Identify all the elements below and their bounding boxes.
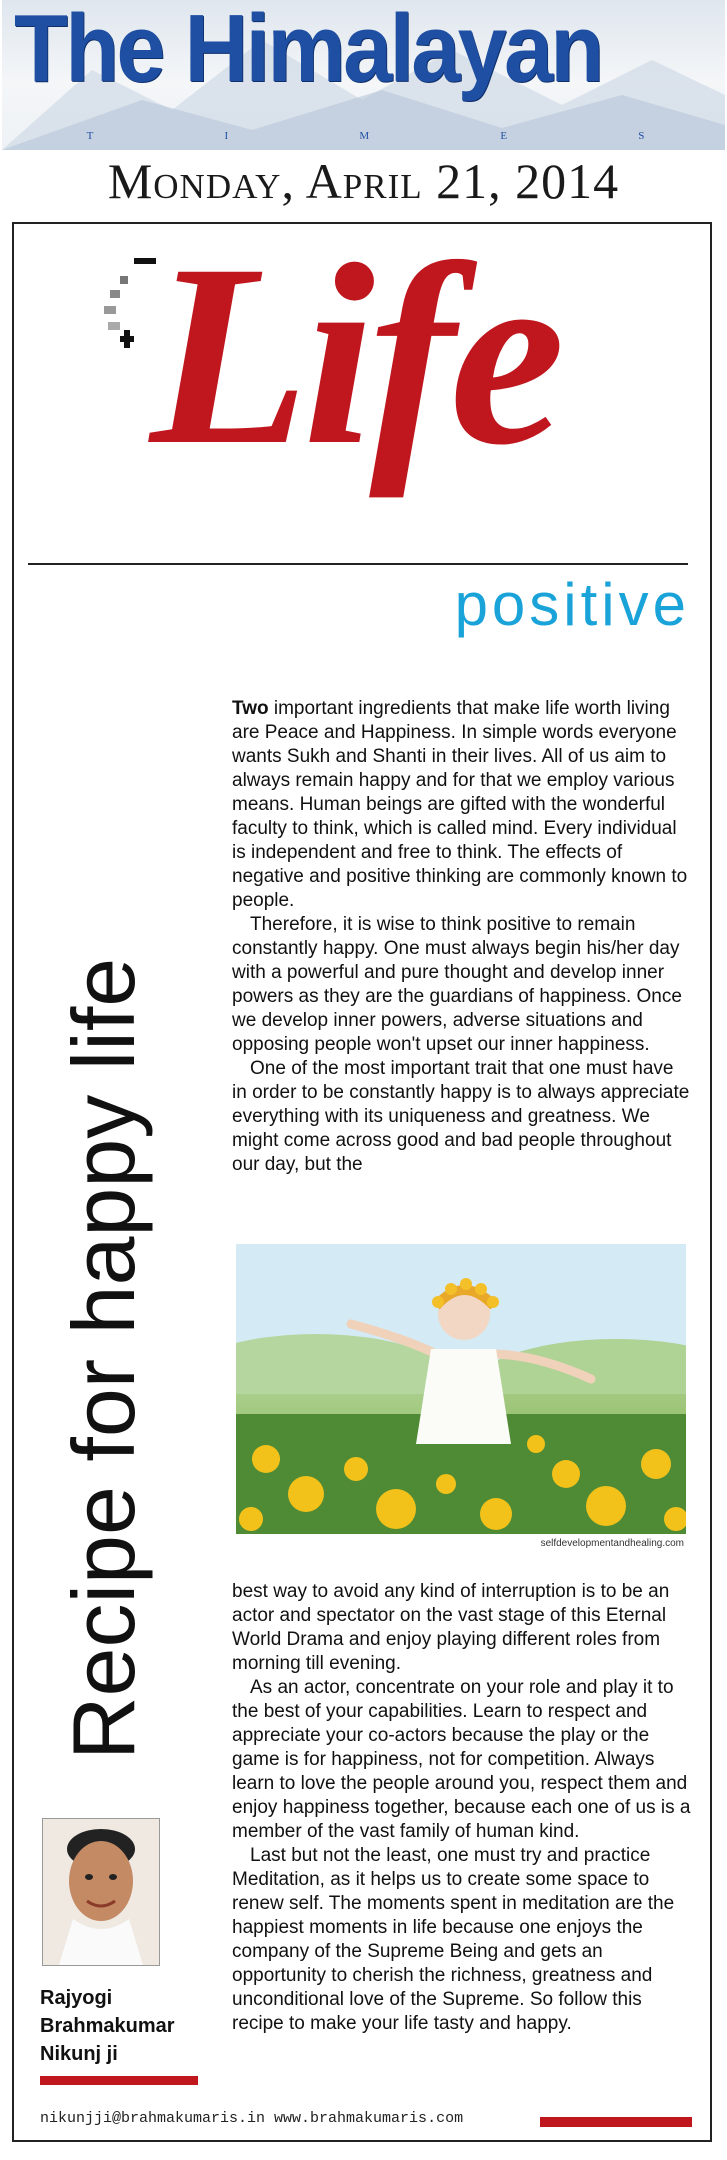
author-byline: [40, 1984, 220, 2068]
article-paragraph: One of the most important trait that one must have in order to be constantly happy is to always appreciate everything with its uniqueness and greatness. We might come across good and bad people throughout our day, but the: [232, 1058, 690, 1175]
section-title: Life: [150, 211, 560, 499]
footer-rule: [12, 2140, 712, 2142]
section-subtitle: positive: [454, 571, 690, 638]
masthead-title: The Himalayan: [14, 0, 602, 102]
article-headline: Recipe for happy life: [54, 957, 153, 1760]
article-paragraph: Therefore, it is wise to think positive to remain constantly happy. One must always begin his/her day with a powerful and pure thought and develop inner powers as they are the guardians of happiness. Once we develop inner powers, adverse situations and opposing people won't upset our inner happiness.: [232, 914, 682, 1055]
article-photo: [236, 1244, 686, 1534]
dateline: Monday, April 21, 2014: [107, 153, 620, 209]
masthead-letter: I: [224, 130, 231, 142]
article-paragraph: As an actor, concentrate on your role and play it to the best of your capabilities. Learn to respect and appreciate your co-actors because the play or the game is for happiness, not for competition. Always learn to love the people around you, respect them and enjoy happiness together, because each one of us is a member of the vast family of human kind.: [232, 1677, 691, 1842]
article-column-bottom: [232, 1580, 692, 2036]
paragraph-text: important ingredients that make life worth living are Peace and Happiness. In simple words everyone wants Sukh and Shanti in their lives. All of us aim to always remain happy and for that we employ various means. Human beings are gifted with the wonderful faculty to think, which is called mind. Every individual is independent and free to think. The effects of negative and positive thinking are commonly known to people.: [232, 698, 688, 911]
photo-credit: selfdevelopmentandhealing.com: [540, 1538, 684, 1549]
masthead-letter: T: [86, 130, 96, 142]
accent-bar-left: [40, 2076, 198, 2085]
author-title: Rajyogi: [40, 1987, 113, 2009]
article-column-top: [232, 697, 692, 1177]
author-title-2: Brahmakumar: [40, 2015, 175, 2037]
masthead-letter: M: [359, 130, 372, 142]
masthead-subtitle: [22, 130, 711, 142]
article-paragraph: best way to avoid any kind of interruption is to be an actor and spectator on the vast stage of this Eternal World Drama and enjoy playing different roles from morning till evening.: [232, 1581, 670, 1674]
article-paragraph: Last but not the least, one must try and practice Meditation, as it helps us to create some space to renew self. The moments spent in meditation are the happiest moments in life because one enjoys the company of the Supreme Being and gets an opportunity to cherish the richness, greatness and unconditional love of the Supreme. So follow this recipe to make your life tasty and happy.: [232, 1845, 675, 2034]
author-photo: [42, 1818, 160, 1966]
author-name: Nikunj ji: [40, 2043, 118, 2065]
author-portrait: [43, 1819, 159, 1965]
child-in-field-image: [236, 1244, 686, 1534]
footer-contact: nikunjji@brahmakumaris.in www.brahmakumaris.com: [40, 2110, 464, 2127]
masthead-letter: S: [638, 130, 647, 142]
section-divider: [28, 563, 688, 565]
masthead-letter: E: [500, 130, 510, 142]
article-paragraph: [232, 697, 692, 913]
lead-word: Two: [232, 698, 269, 719]
masthead: [2, 0, 725, 150]
accent-bar-right: [540, 2117, 692, 2127]
